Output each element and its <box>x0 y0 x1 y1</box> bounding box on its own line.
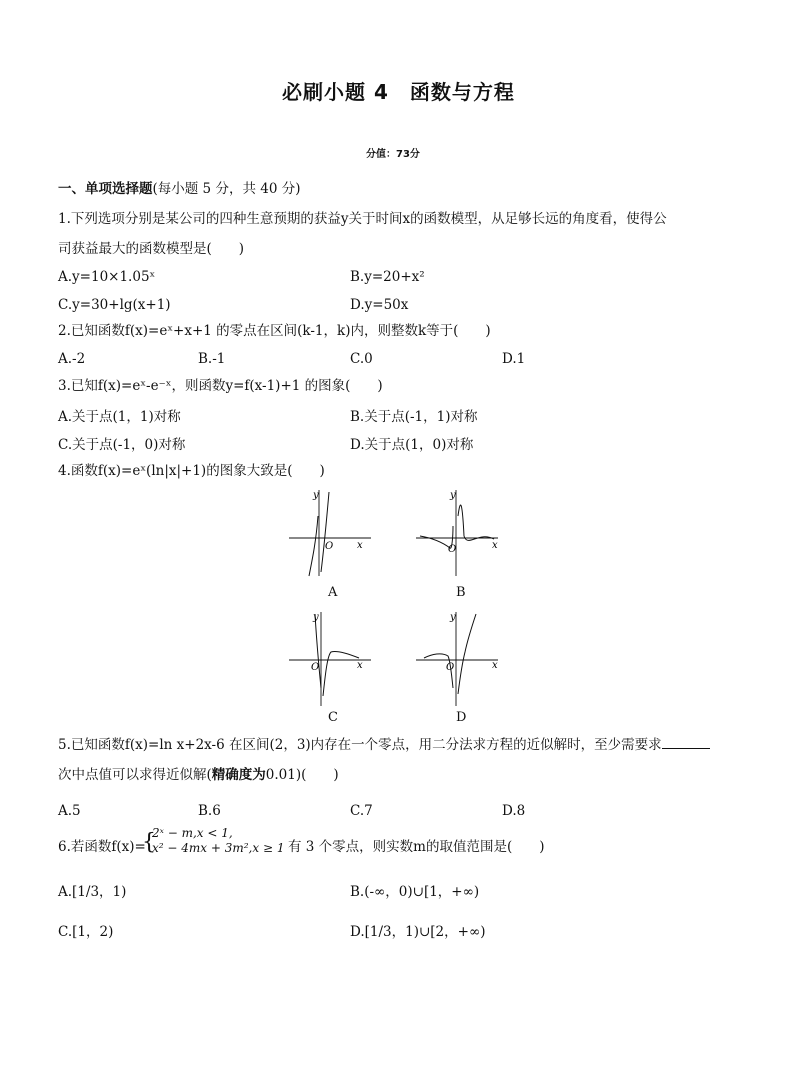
piecewise-cases <box>152 826 284 856</box>
answer-blank <box>662 735 710 749</box>
graph-a-label: A <box>328 585 338 600</box>
origin-label: O <box>325 541 334 552</box>
q2-option-d: D.1 <box>502 351 526 367</box>
graph-c <box>285 608 375 708</box>
q3-option-d: D.关于点(1，0)对称 <box>350 437 474 453</box>
svg-text:x: x <box>357 660 363 671</box>
case-2: x² − 4mx + 3m²,x ≥ 1 <box>152 841 285 855</box>
svg-text:O: O <box>311 662 320 673</box>
section-note: (每小题 5 分，共 40 分) <box>152 181 301 197</box>
q5-option-a: A.5 <box>58 803 81 819</box>
q3-option-b: B.关于点(-1，1)对称 <box>350 409 478 425</box>
q1-option-d: D.y=50x <box>350 297 409 313</box>
svg-text:y: y <box>313 612 319 623</box>
svg-text:x: x <box>492 660 498 671</box>
q2-option-c: C.0 <box>350 351 373 367</box>
section-title: 一、单项选择题 <box>58 181 153 197</box>
q5-option-c: C.7 <box>350 803 373 819</box>
svg-text:y: y <box>450 612 456 623</box>
q3-option-c: C.关于点(-1，0)对称 <box>58 437 186 453</box>
question-1-line1: 1.下列选项分别是某公司的四种生意预期的获益y关于时间x的函数模型，从足够长远的角度看，使得公 <box>58 211 667 227</box>
svg-text:O: O <box>448 544 457 555</box>
graph-d-label: D <box>456 710 467 725</box>
question-4: 4.函数f(x)=eˣ(ln|x|+1)的图象大致是( ) <box>58 463 325 479</box>
q6-option-d: D.[1/3，1)∪[2，+∞) <box>350 924 486 940</box>
q6-option-a: A.[1/3，1) <box>58 884 127 900</box>
axis-x-label: x <box>357 540 363 551</box>
graph-d <box>412 608 502 708</box>
q5-option-d: D.8 <box>502 803 526 819</box>
graph-c-label: C <box>328 710 338 725</box>
q3-option-a: A.关于点(1，1)对称 <box>58 409 181 425</box>
question-1-line2: 司获益最大的函数模型是( ) <box>58 241 245 257</box>
q6-option-b: B.(-∞，0)∪[1，+∞) <box>350 884 480 900</box>
q6-option-c: C.[1，2) <box>58 924 114 940</box>
svg-text:y: y <box>450 490 456 501</box>
case-1: 2ˣ − m,x < 1, <box>152 826 233 840</box>
q2-option-b: B.-1 <box>198 351 226 367</box>
graph-b <box>412 486 502 578</box>
q1-option-b: B.y=20+x² <box>350 269 425 285</box>
precision-label: 精确度为 <box>211 767 266 783</box>
section-heading <box>58 177 300 197</box>
page-title: 必刷小题 4 函数与方程 <box>282 80 515 104</box>
question-6-prefix: 6.若函数f(x)= <box>58 839 146 855</box>
question-5-line1 <box>58 734 710 756</box>
axis-y-label: y <box>313 490 319 501</box>
svg-text:x: x <box>492 540 498 551</box>
question-5-line2: 次中点值可以求得近似解(精确度为0.01)( ) <box>58 767 339 783</box>
q1-option-c: C.y=30+lg(x+1) <box>58 297 171 313</box>
graph-b-label: B <box>456 585 466 600</box>
question-3: 3.已知f(x)=eˣ-e⁻ˣ，则函数y=f(x-1)+1 的图象( ) <box>58 378 383 394</box>
svg-text:O: O <box>446 662 455 673</box>
question-6-suffix: 有 3 个零点，则实数m的取值范围是( ) <box>288 839 545 855</box>
q1-option-a: A.y=10×1.05ˣ <box>58 269 156 285</box>
graph-a <box>285 486 375 578</box>
score-label: 分值：73分 <box>366 149 420 160</box>
question-5-text: 5.已知函数f(x)=ln x+2x-6 在区间(2，3)内存在一个零点，用二分法求方程的近似解时，至少需要求 <box>58 737 662 753</box>
q2-option-a: A.-2 <box>58 351 86 367</box>
q5-option-b: B.6 <box>198 803 221 819</box>
brace-symbol: { <box>142 830 156 855</box>
question-2: 2.已知函数f(x)=eˣ+x+1 的零点在区间(k-1，k)内，则整数k等于( ) <box>58 323 491 339</box>
